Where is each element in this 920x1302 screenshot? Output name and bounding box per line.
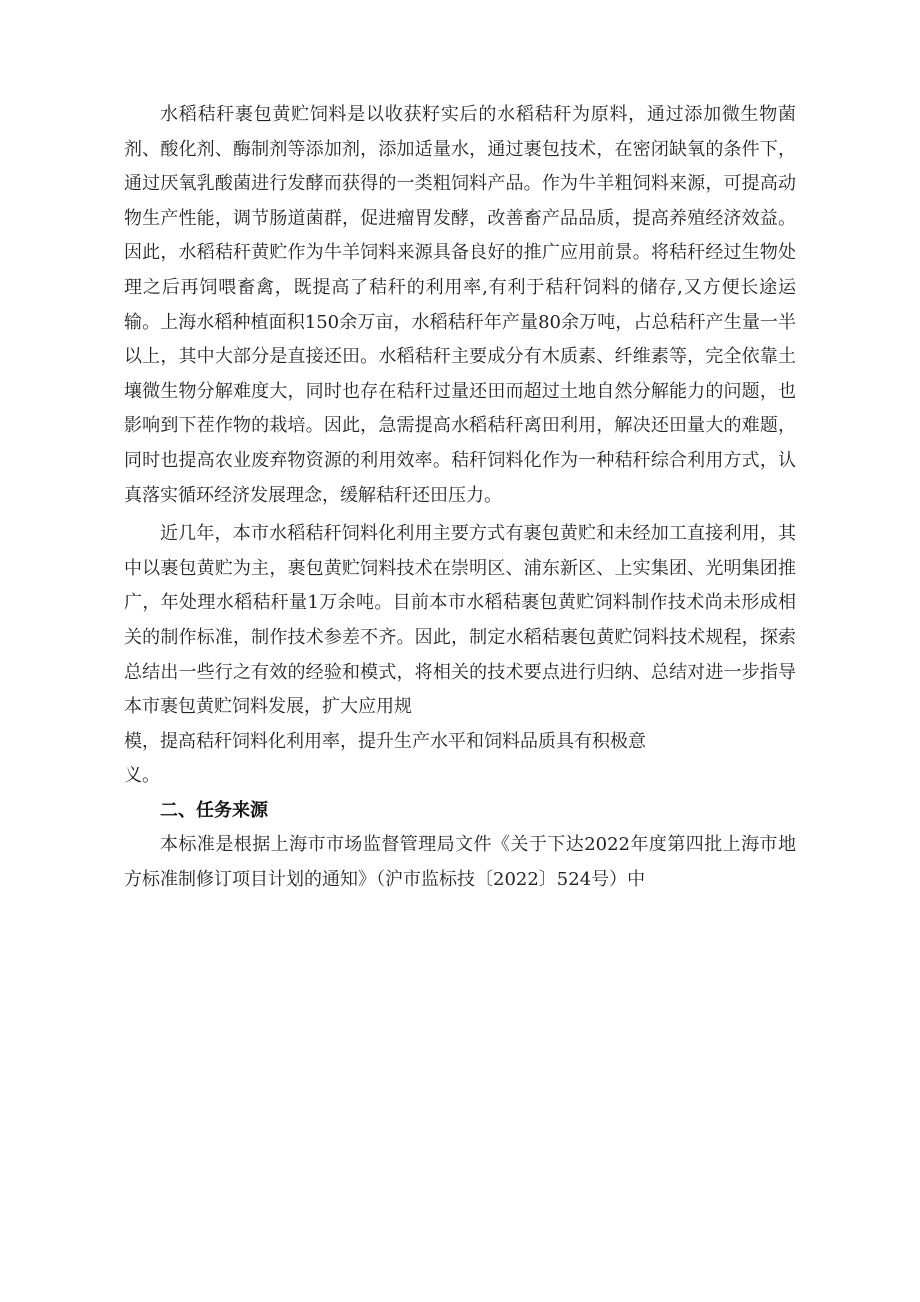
paragraph-continuation-end: 义。 bbox=[124, 765, 160, 787]
paragraph-continuation-line: 模，提高秸秆饲料化利用率，提升生产水平和饲料品质具有积极意 bbox=[124, 730, 646, 752]
paragraph-task-source: 本标准是根据上海市市场监督管理局文件《关于下达2022年度第四批上海市地方标准制修订项目计划的通知》（沪市监标技〔2022〕524号）中 bbox=[124, 834, 796, 891]
section-heading-task-source: 二、任务来源 bbox=[160, 799, 268, 821]
paragraph-background: 水稻秸秆裹包黄贮饲料是以收获籽实后的水稻秸秆为原料，通过添加微生物菌剂、酸化剂、酶制剂等添加剂，添加适量水，通过裹包技术，在密闭缺氧的条件下，通过厌氧乳酸菌进行发酵而获得的一类粗饲料产品。作为牛羊粗饲料来源，可提高动物生产性能，调节肠道菌群，促进瘤胃发酵，改善畜产品品质，提高养殖经济效益。因此，水稻秸秆黄贮作为牛羊饲料来源具备良好的推广应用前景。将秸秆经过生物处理之后再饲喂畜禽，既提高了秸秆的利用率,有利于秸秆饲料的储存,又方便长途运输。上海水稻种植面积150余万亩，水稻秸秆年产量80余万吨，占总秸秆产生量一半以上，其中大部分是直接还田。水稻秸秆主要成分有木质素、纤维素等，完全依靠土壤微生物分解难度大，同时也存在秸秆过量还田而超过土地自然分解能力的问题，也影响到下茬作物的栽培。因此，急需提高水稻秸秆离田利用，解决还田量大的难题，同时也提高农业废弃物资源的利用效率。秸秆饲料化作为一种秸秆综合利用方式，认真落实循环经济发展理念，缓解秸秆还田压力。 bbox=[124, 104, 796, 506]
document-page bbox=[124, 98, 796, 898]
paragraph-current-status: 近几年，本市水稻秸秆饲料化利用主要方式有裹包黄贮和未经加工直接利用，其中以裹包黄贮为主，裹包黄贮饲料技术在崇明区、浦东新区、上实集团、光明集团推广，年处理水稻秸秆量1万余吨。目前本市水稻秸裹包黄贮饲料制作技术尚未形成相关的制作标准，制作技术参差不齐。因此，制定水稻秸裹包黄贮饲料技术规程，探索总结出一些行之有效的经验和模式，将相关的技术要点进行归纳、总结对进一步指导本市裹包黄贮饲料发展，扩大应用规 bbox=[124, 523, 796, 718]
